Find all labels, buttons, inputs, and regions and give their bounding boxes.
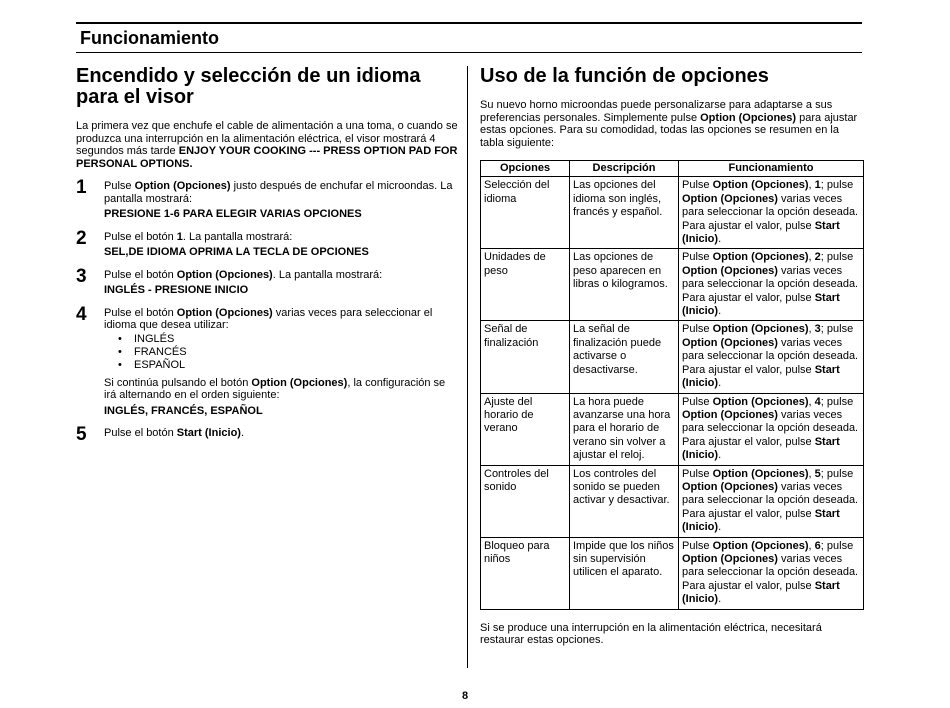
op-option-bold: Option (Opciones) (712, 323, 809, 336)
op-text: varias veces para seleccionar la opción deseada. Para ajustar el valor, pulse (682, 336, 859, 376)
language-item: • INGLÉS (118, 333, 460, 346)
header-description: Descripción (570, 161, 679, 177)
language-list (104, 333, 460, 372)
display-message: SEL,DE IDIOMA OPRIMA LA TECLA DE OPCIONES (104, 246, 369, 258)
step-text (104, 180, 460, 205)
op-number: 5 (814, 467, 821, 480)
step-text-bold: 1 (176, 230, 183, 243)
op-text: varias veces para seleccionar la opción deseada. Para ajustar el valor, pulse (682, 408, 859, 448)
op-pre: Pulse (682, 251, 713, 264)
op-mid: pulse (826, 395, 854, 408)
op-text: varias veces para seleccionar la opción deseada. Para ajustar el valor, pulse (682, 264, 859, 304)
table-row (481, 465, 864, 537)
op-option-bold: Option (Opciones) (712, 539, 809, 552)
op-start-bold: Start (Inicio) (682, 291, 840, 318)
step-number: 5 (76, 424, 87, 445)
column-divider (467, 66, 468, 668)
options-table (480, 160, 864, 610)
op-option-bold-2: Option (Opciones) (682, 264, 778, 277)
op-number: 6 (814, 539, 821, 552)
table-row (481, 177, 864, 249)
section-header (76, 22, 862, 53)
op-number: 1 (814, 179, 821, 192)
description-cell: Impide que los niños sin supervisión utilicen el aparato. (570, 537, 679, 609)
right-column (480, 66, 864, 647)
op-option-bold-2: Option (Opciones) (682, 192, 778, 205)
left-intro-display: ENJOY YOUR COOKING --- PRESS OPTION PAD FOR PERSONAL OPTIONS. (76, 145, 458, 170)
right-heading: Uso de la función de opciones (480, 65, 769, 87)
operation-cell: Pulse Option (Opciones), 1; pulse Option (Opciones) varias veces para seleccionar la opción deseada. Para ajustar el valor, pulse Start (Inicio). (679, 177, 864, 249)
step-text-bold: Start (Inicio) (176, 427, 241, 439)
left-intro (76, 120, 460, 170)
right-intro-pre: Su nuevo horno microondas puede personalizarse para adaptarse a sus preferencias personales. Simplemente pulse (480, 99, 833, 124)
step-item (76, 265, 460, 297)
op-number: 2 (814, 251, 821, 264)
op-number: 4 (814, 395, 821, 408)
op-option-bold: Option (Opciones) (712, 467, 809, 480)
step-number: 4 (76, 303, 87, 325)
display-message: PRESIONE 1-6 PARA ELEGIR VARIAS OPCIONES (104, 208, 362, 220)
table-header-row (481, 161, 864, 177)
operation-cell: Pulse Option (Opciones), 2; pulse Option (Opciones) varias veces para seleccionar la opción deseada. Para ajustar el valor, pulse Start (Inicio). (679, 249, 864, 321)
op-mid: pulse (826, 179, 854, 192)
step-text-pre: Pulse el botón (104, 427, 177, 439)
op-option-bold-2: Option (Opciones) (682, 480, 778, 493)
op-pre: Pulse (682, 467, 713, 480)
step-extra-post: , la configuración se irá alternando en el orden siguiente: (104, 376, 446, 401)
step-number: 1 (76, 177, 87, 198)
step-text-pre: Pulse el botón (104, 230, 177, 243)
language-item: • FRANCÉS (118, 346, 460, 359)
op-start-bold: Start (Inicio) (682, 579, 840, 606)
operation-cell: Pulse Option (Opciones), 4; pulse Option (Opciones) varias veces para seleccionar la opción deseada. Para ajustar el valor, pulse Start (Inicio). (679, 393, 864, 465)
left-intro-text: La primera vez que enchufe el cable de alimentación a una toma, o cuando se produzca una interrupción en la alimentación eléctrica, el visor mostrará 4 segundos más tarde (76, 120, 458, 157)
display-message: INGLÉS - PRESIONE INICIO (104, 284, 249, 296)
table-row (481, 393, 864, 465)
op-mid: pulse (826, 467, 854, 480)
operation-cell: Pulse Option (Opciones), 5; pulse Option (Opciones) varias veces para seleccionar la opción deseada. Para ajustar el valor, pulse Start (Inicio). (679, 465, 864, 537)
language-item: • ESPAÑOL (118, 359, 460, 372)
option-cell: Bloqueo para niños (481, 537, 570, 609)
step-item (76, 303, 460, 418)
op-start-bold: Start (Inicio) (682, 435, 840, 462)
left-heading: Encendido y selección de un idioma para el visor (76, 65, 421, 108)
option-cell: Ajuste del horario de verano (481, 393, 570, 465)
option-cell: Señal de finalización (481, 321, 570, 393)
op-text: varias veces para seleccionar la opción deseada. Para ajustar el valor, pulse (682, 552, 859, 592)
op-start-bold: Start (Inicio) (682, 363, 840, 390)
step-number: 3 (76, 265, 87, 287)
op-option-bold-2: Option (Opciones) (682, 552, 778, 565)
option-cell: Controles del sonido (481, 465, 570, 537)
step-text (104, 307, 460, 332)
option-cell: Unidades de peso (481, 249, 570, 321)
op-start-bold: Start (Inicio) (682, 507, 840, 534)
op-option-bold-2: Option (Opciones) (682, 408, 778, 421)
step-text-bold: Option (Opciones) (176, 268, 273, 281)
op-start-bold: Start (Inicio) (682, 219, 840, 246)
op-option-bold: Option (Opciones) (712, 179, 809, 192)
page-number: 8 (462, 690, 469, 702)
step-extra-pre: Si continúa pulsando el botón (104, 376, 252, 389)
step-text-post: . (240, 427, 245, 439)
description-cell: La señal de finalización puede activarse o desactivarse. (570, 321, 679, 393)
step-text (104, 427, 460, 440)
description-cell: Las opciones de peso aparecen en libras o kilogramos. (570, 249, 679, 321)
right-footer-note: Si se produce una interrupción en la alimentación eléctrica, necesitará restaurar estas opciones. (480, 621, 822, 647)
steps-list (76, 177, 460, 445)
op-option-bold: Option (Opciones) (712, 251, 809, 264)
description-cell: Las opciones del idioma son inglés, francés y español. (570, 177, 679, 249)
step-item (76, 227, 460, 259)
op-pre: Pulse (682, 323, 713, 336)
table-row (481, 249, 864, 321)
step-number: 2 (76, 227, 87, 249)
op-text: varias veces para seleccionar la opción deseada. Para ajustar el valor, pulse (682, 192, 859, 232)
table-row (481, 537, 864, 609)
section-title: Funcionamiento (80, 28, 219, 48)
step-text (104, 269, 460, 282)
op-text: varias veces para seleccionar la opción deseada. Para ajustar el valor, pulse (682, 480, 859, 520)
operation-cell: Pulse Option (Opciones), 6; pulse Option (Opciones) varias veces para seleccionar la opción deseada. Para ajustar el valor, pulse Start (Inicio). (679, 537, 864, 609)
step-extra-text (104, 377, 460, 402)
right-intro-bold: Option (Opciones) (700, 111, 797, 124)
step-text-pre: Pulse (104, 180, 135, 192)
step-text-post: . La pantalla mostrará: (182, 230, 293, 243)
header-operation: Funcionamiento (679, 161, 864, 177)
right-intro-post: para ajustar estas opciones. Para su comodidad, todas las opciones se resumen en la tabla siguiente: (480, 111, 858, 149)
step-text (104, 231, 460, 244)
op-option-bold-2: Option (Opciones) (682, 336, 778, 349)
op-mid: pulse (826, 539, 854, 552)
op-pre: Pulse (682, 395, 713, 408)
step-item (76, 424, 460, 445)
step-text-pre: Pulse el botón (104, 268, 177, 281)
step-text-bold: Option (Opciones) (134, 180, 231, 192)
header-options: Opciones (481, 161, 570, 177)
right-intro (480, 99, 864, 149)
display-message: INGLÉS, FRANCÉS, ESPAÑOL (104, 404, 263, 417)
operation-cell: Pulse Option (Opciones), 3; pulse Option (Opciones) varias veces para seleccionar la opción deseada. Para ajustar el valor, pulse Start (Inicio). (679, 321, 864, 393)
description-cell: Los controles del sonido se pueden activar y desactivar. (570, 465, 679, 537)
op-pre: Pulse (682, 179, 713, 192)
description-cell: La hora puede avanzarse una hora para el horario de verano sin volver a ajustar el reloj. (570, 393, 679, 465)
option-cell: Selección del idioma (481, 177, 570, 249)
table-row (481, 321, 864, 393)
step-text-bold: Option (Opciones) (176, 306, 273, 319)
step-text-post: . La pantalla mostrará: (272, 268, 383, 281)
step-text-post: justo después de enchufar el microondas. La pantalla mostrará: (104, 180, 453, 205)
step-text-pre: Pulse el botón (104, 306, 177, 319)
step-text-post: varias veces para seleccionar el idioma que desea utilizar: (104, 306, 433, 331)
step-item (76, 177, 460, 221)
op-number: 3 (814, 323, 821, 336)
step-extra-bold: Option (Opciones) (251, 376, 348, 389)
op-mid: pulse (826, 251, 854, 264)
left-column (76, 65, 460, 445)
op-pre: Pulse (682, 539, 713, 552)
op-mid: pulse (826, 323, 854, 336)
op-option-bold: Option (Opciones) (712, 395, 809, 408)
